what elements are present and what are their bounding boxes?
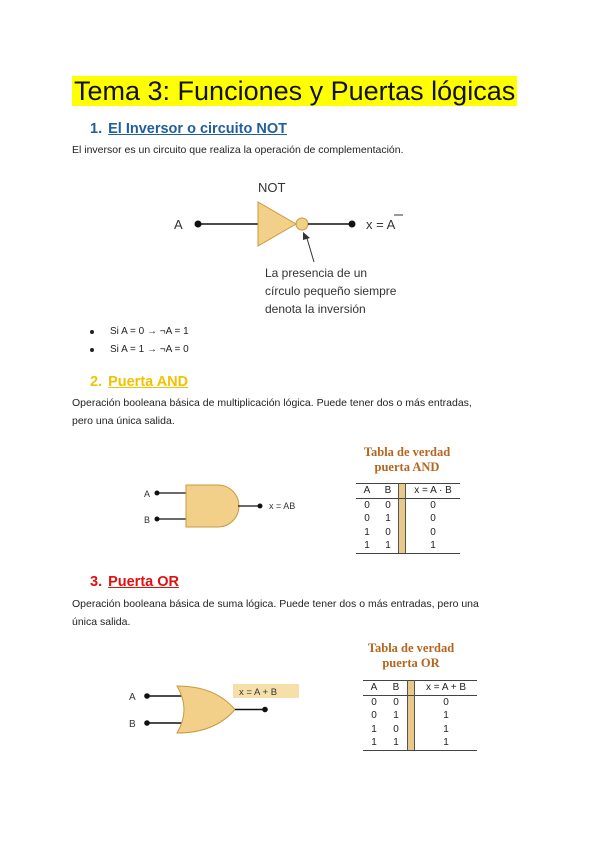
section-number: 2. (90, 374, 103, 390)
section-number: 3. (90, 574, 103, 590)
tt-header: A (363, 485, 371, 497)
not-label: NOT (258, 180, 286, 195)
section-title: Puerta AND (108, 374, 189, 390)
not-note (265, 264, 396, 318)
tt-title-line: Tabla de verdad (363, 445, 451, 459)
tt-title-line: puerta OR (382, 656, 440, 670)
not-input-label: A (174, 217, 183, 232)
section-description-or (72, 595, 479, 631)
or-input-b-label: B (129, 719, 136, 730)
note-line: La presencia de un (265, 266, 368, 280)
list-item: Si A = 0 → ¬A = 1 (88, 323, 189, 341)
tt-header: A (370, 682, 378, 694)
section-description-and (72, 394, 472, 430)
or-input-a-label: A (129, 692, 136, 703)
or-gate-shape (177, 686, 235, 733)
section-heading-not (90, 121, 287, 137)
page-title: Tema 3: Funciones y Puertas lógicas (74, 76, 516, 106)
table-row: 1 0 1 (371, 723, 449, 735)
tt-header: x = A + B (425, 682, 467, 694)
or-output-label: x = A + B (239, 687, 278, 698)
table-row: 0 0 0 (364, 499, 436, 511)
description-line: Operación booleana básica de suma lógica. Puede tener dos o más entradas, pero una (72, 598, 479, 610)
or-gate-diagram (125, 680, 310, 740)
and-gate-diagram (140, 478, 320, 538)
section-heading-and (90, 374, 188, 390)
not-output-label: x = A (366, 217, 396, 232)
tt-header: B (384, 485, 392, 497)
tt-title-line: puerta AND (374, 460, 440, 474)
table-row: 1 1 1 (363, 736, 477, 750)
tt-header: x = A · B (414, 485, 452, 497)
and-input-a-label: A (144, 489, 151, 499)
list-item: Si A = 1 → ¬A = 0 (88, 341, 189, 359)
tt-title-line: Tabla de verdad (367, 641, 455, 655)
or-truth-table-title (356, 641, 466, 671)
and-gate-shape (186, 485, 239, 527)
or-truth-table (363, 680, 477, 751)
section-heading-or (90, 574, 179, 590)
table-row: 1 1 1 (356, 539, 460, 553)
not-bullets (88, 323, 189, 359)
and-output-label: x = AB (269, 501, 296, 511)
table-row: 0 1 0 (364, 513, 436, 525)
tt-header: B (392, 682, 400, 694)
note-line: denota la inversión (265, 302, 366, 316)
table-row: 0 1 1 (371, 710, 449, 722)
and-input-b-label: B (144, 515, 151, 525)
section-title: Puerta OR (108, 574, 180, 590)
description-line: pero una única salida. (72, 415, 175, 427)
section-number: 1. (90, 121, 103, 137)
inversion-bubble (296, 218, 308, 230)
table-row: 0 0 0 (371, 696, 449, 708)
section-description-not: El inversor es un circuito que realiza la operación de complementación. (72, 144, 404, 156)
and-truth-table (356, 483, 460, 554)
description-line: única salida. (72, 616, 131, 628)
note-arrow (306, 235, 314, 262)
section-title: El Inversor o circuito NOT (108, 121, 287, 137)
table-row: 1 0 0 (364, 526, 436, 538)
and-truth-table-title (352, 445, 462, 475)
note-line: círculo pequeño siempre (265, 284, 397, 298)
description-line: Operación booleana básica de multiplicación lógica. Puede tener dos o más entradas, (72, 397, 472, 409)
